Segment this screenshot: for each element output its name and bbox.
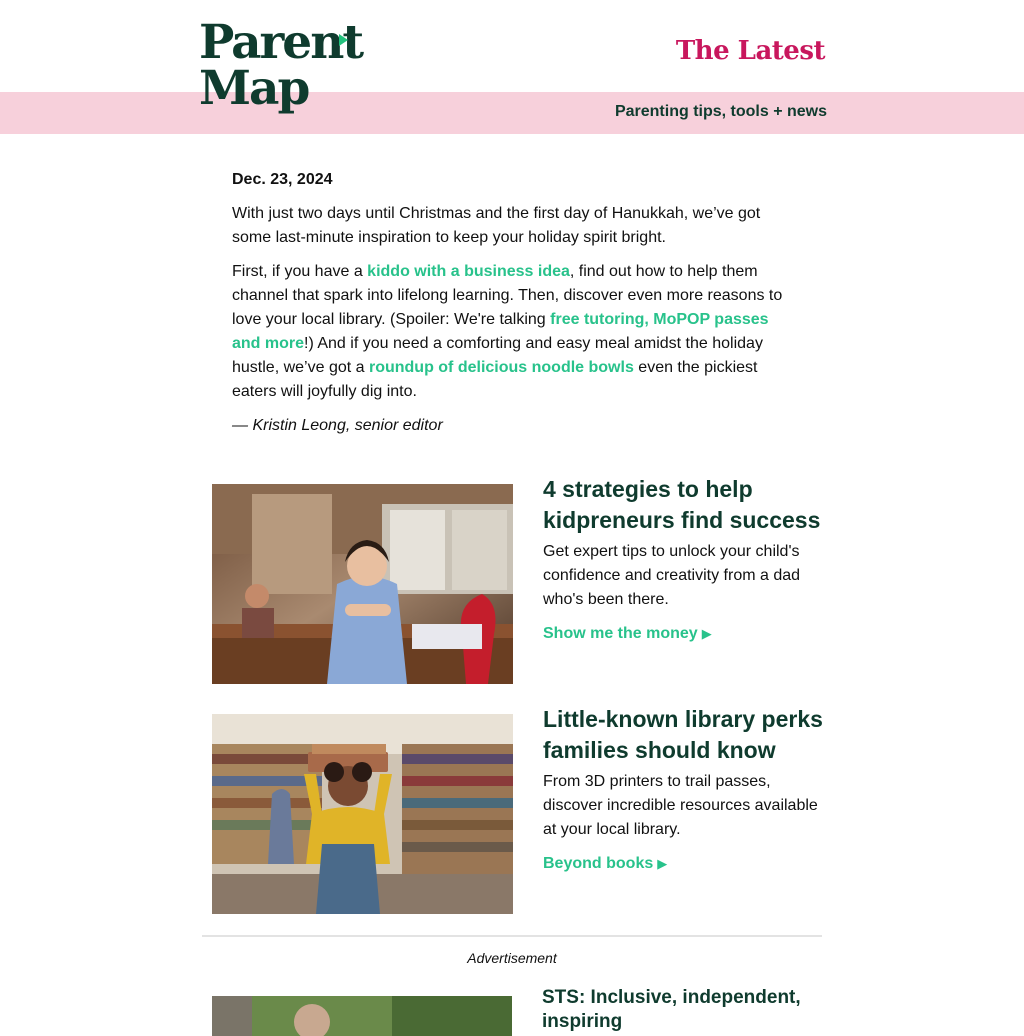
noodle-bowls-link[interactable]: roundup of delicious noodle bowls xyxy=(368,359,634,376)
kiddo-business-link[interactable]: kiddo with a business idea xyxy=(367,263,570,280)
article-description: Get expert tips to unlock your child's confidence and creativity from a dad who's been there. xyxy=(543,543,801,608)
free-tutoring-link[interactable]: free tutoring, MoPOP passes and more xyxy=(232,311,769,352)
logo-line-2: Map xyxy=(199,61,309,116)
play-arrow-icon: ▶ xyxy=(701,626,712,641)
intro-section xyxy=(232,168,794,438)
beyond-books-link[interactable] xyxy=(543,852,667,876)
cta-label: Show me the money xyxy=(543,625,698,642)
article-description: From 3D printers to trail passes, discover incredible resources available at your local library. xyxy=(543,773,818,838)
advertisement-label: Advertisement xyxy=(467,950,557,966)
ad-photo[interactable] xyxy=(212,996,512,1036)
ad-text xyxy=(542,986,812,1034)
intro-text: , find out how to help them channel that spark into lifelong learning. Then, discover even more reasons to love your local library. (Spoiler: We're talking xyxy=(232,263,783,328)
intro-paragraph-2 xyxy=(232,260,794,404)
article-title[interactable]: Little-known library perks families should know xyxy=(543,706,823,763)
tagline: Parenting tips, tools + news xyxy=(614,103,827,120)
issue-date: Dec. 23, 2024 xyxy=(232,171,333,188)
editor-signature: — Kristin Leong, senior editor xyxy=(232,417,443,434)
parentmap-logo[interactable] xyxy=(199,17,369,123)
show-me-the-money-link[interactable] xyxy=(543,622,712,646)
article-text xyxy=(543,474,823,646)
newsletter-title: The Latest xyxy=(675,36,825,66)
play-arrow-icon: ▶ xyxy=(657,856,668,871)
article-text xyxy=(543,704,823,876)
intro-text: even the pickiest eaters will joyfully dig into. xyxy=(232,359,758,400)
article-title[interactable]: 4 strategies to help kidpreneurs find success xyxy=(543,476,821,533)
library-photo[interactable] xyxy=(212,714,513,914)
intro-paragraph-1: With just two days until Christmas and the first day of Hanukkah, we’ve got some last-minute inspiration to keep your holiday spirit bright. xyxy=(232,205,761,246)
logo-play-icon xyxy=(339,34,348,46)
header-band xyxy=(0,92,1024,134)
ad-title[interactable]: STS: Inclusive, independent, inspiring xyxy=(542,987,801,1032)
intro-text: First, if you have a xyxy=(232,263,368,280)
cta-label: Beyond books xyxy=(543,855,654,872)
intro-text: !) And if you need a comforting and easy meal amidst the holiday hustle, we’ve got a xyxy=(232,335,763,376)
kidpreneur-photo[interactable] xyxy=(212,484,513,684)
section-divider xyxy=(202,935,822,937)
logo-line-1: Parent xyxy=(199,15,363,70)
